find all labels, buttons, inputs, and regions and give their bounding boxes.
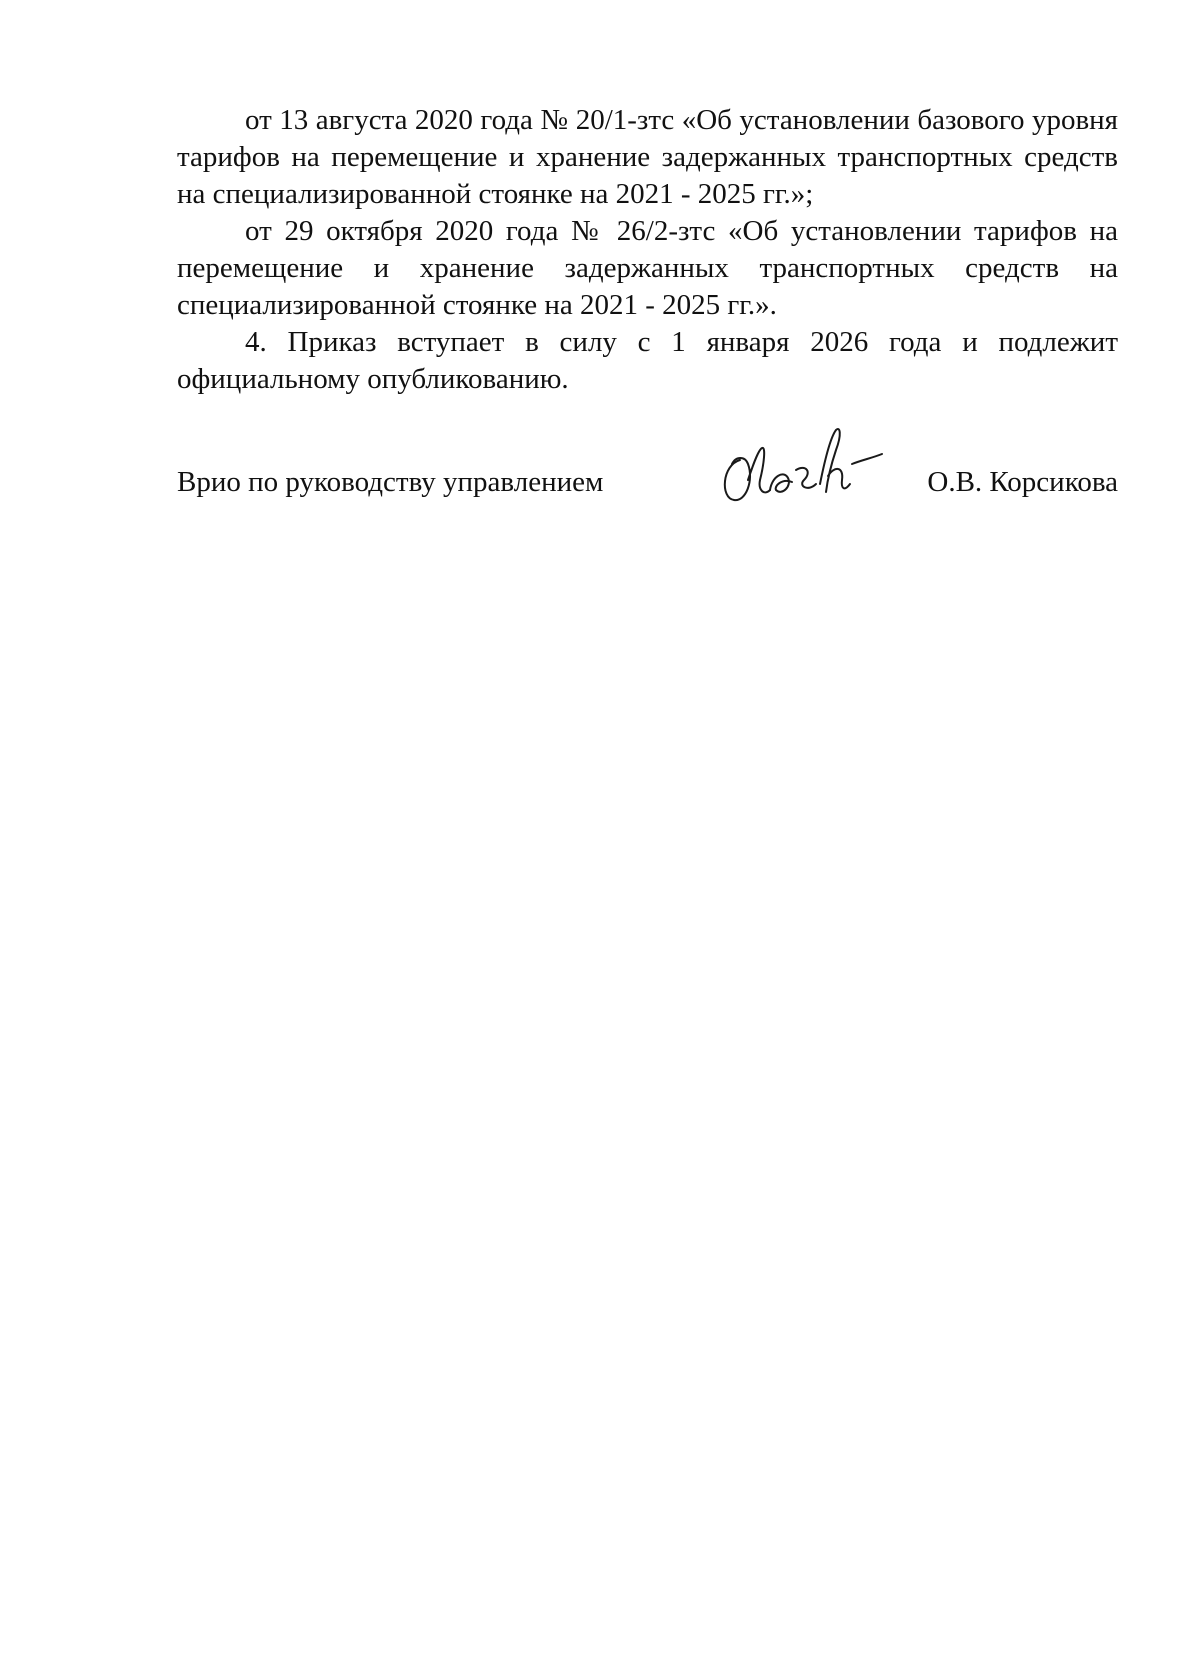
signature-block bbox=[177, 420, 1118, 520]
signatory-position: Врио по руководству управлением bbox=[177, 466, 604, 498]
paragraph-order-2020-10-29: от 29 октября 2020 года № 26/2-зтс «Об установлении тарифов на перемещение и хранение задержанных транспортных средств на специализированной стоянке на 2021 - 2025 гг.». bbox=[177, 215, 1118, 321]
paragraph-effective-date: 4. Приказ вступает в силу с 1 января 2026 года и подлежит официальному опубликованию. bbox=[177, 326, 1118, 395]
document-body bbox=[177, 102, 1118, 398]
paragraph-order-2020-08-13: от 13 августа 2020 года № 20/1-зтс «Об установлении базового уровня тарифов на перемещение и хранение задержанных транспортных средств на специализированной стоянке на 2021 - 2025 гг.»; bbox=[177, 104, 1118, 210]
signatory-name: О.В. Корсикова bbox=[927, 466, 1118, 498]
handwritten-signature bbox=[712, 420, 887, 515]
